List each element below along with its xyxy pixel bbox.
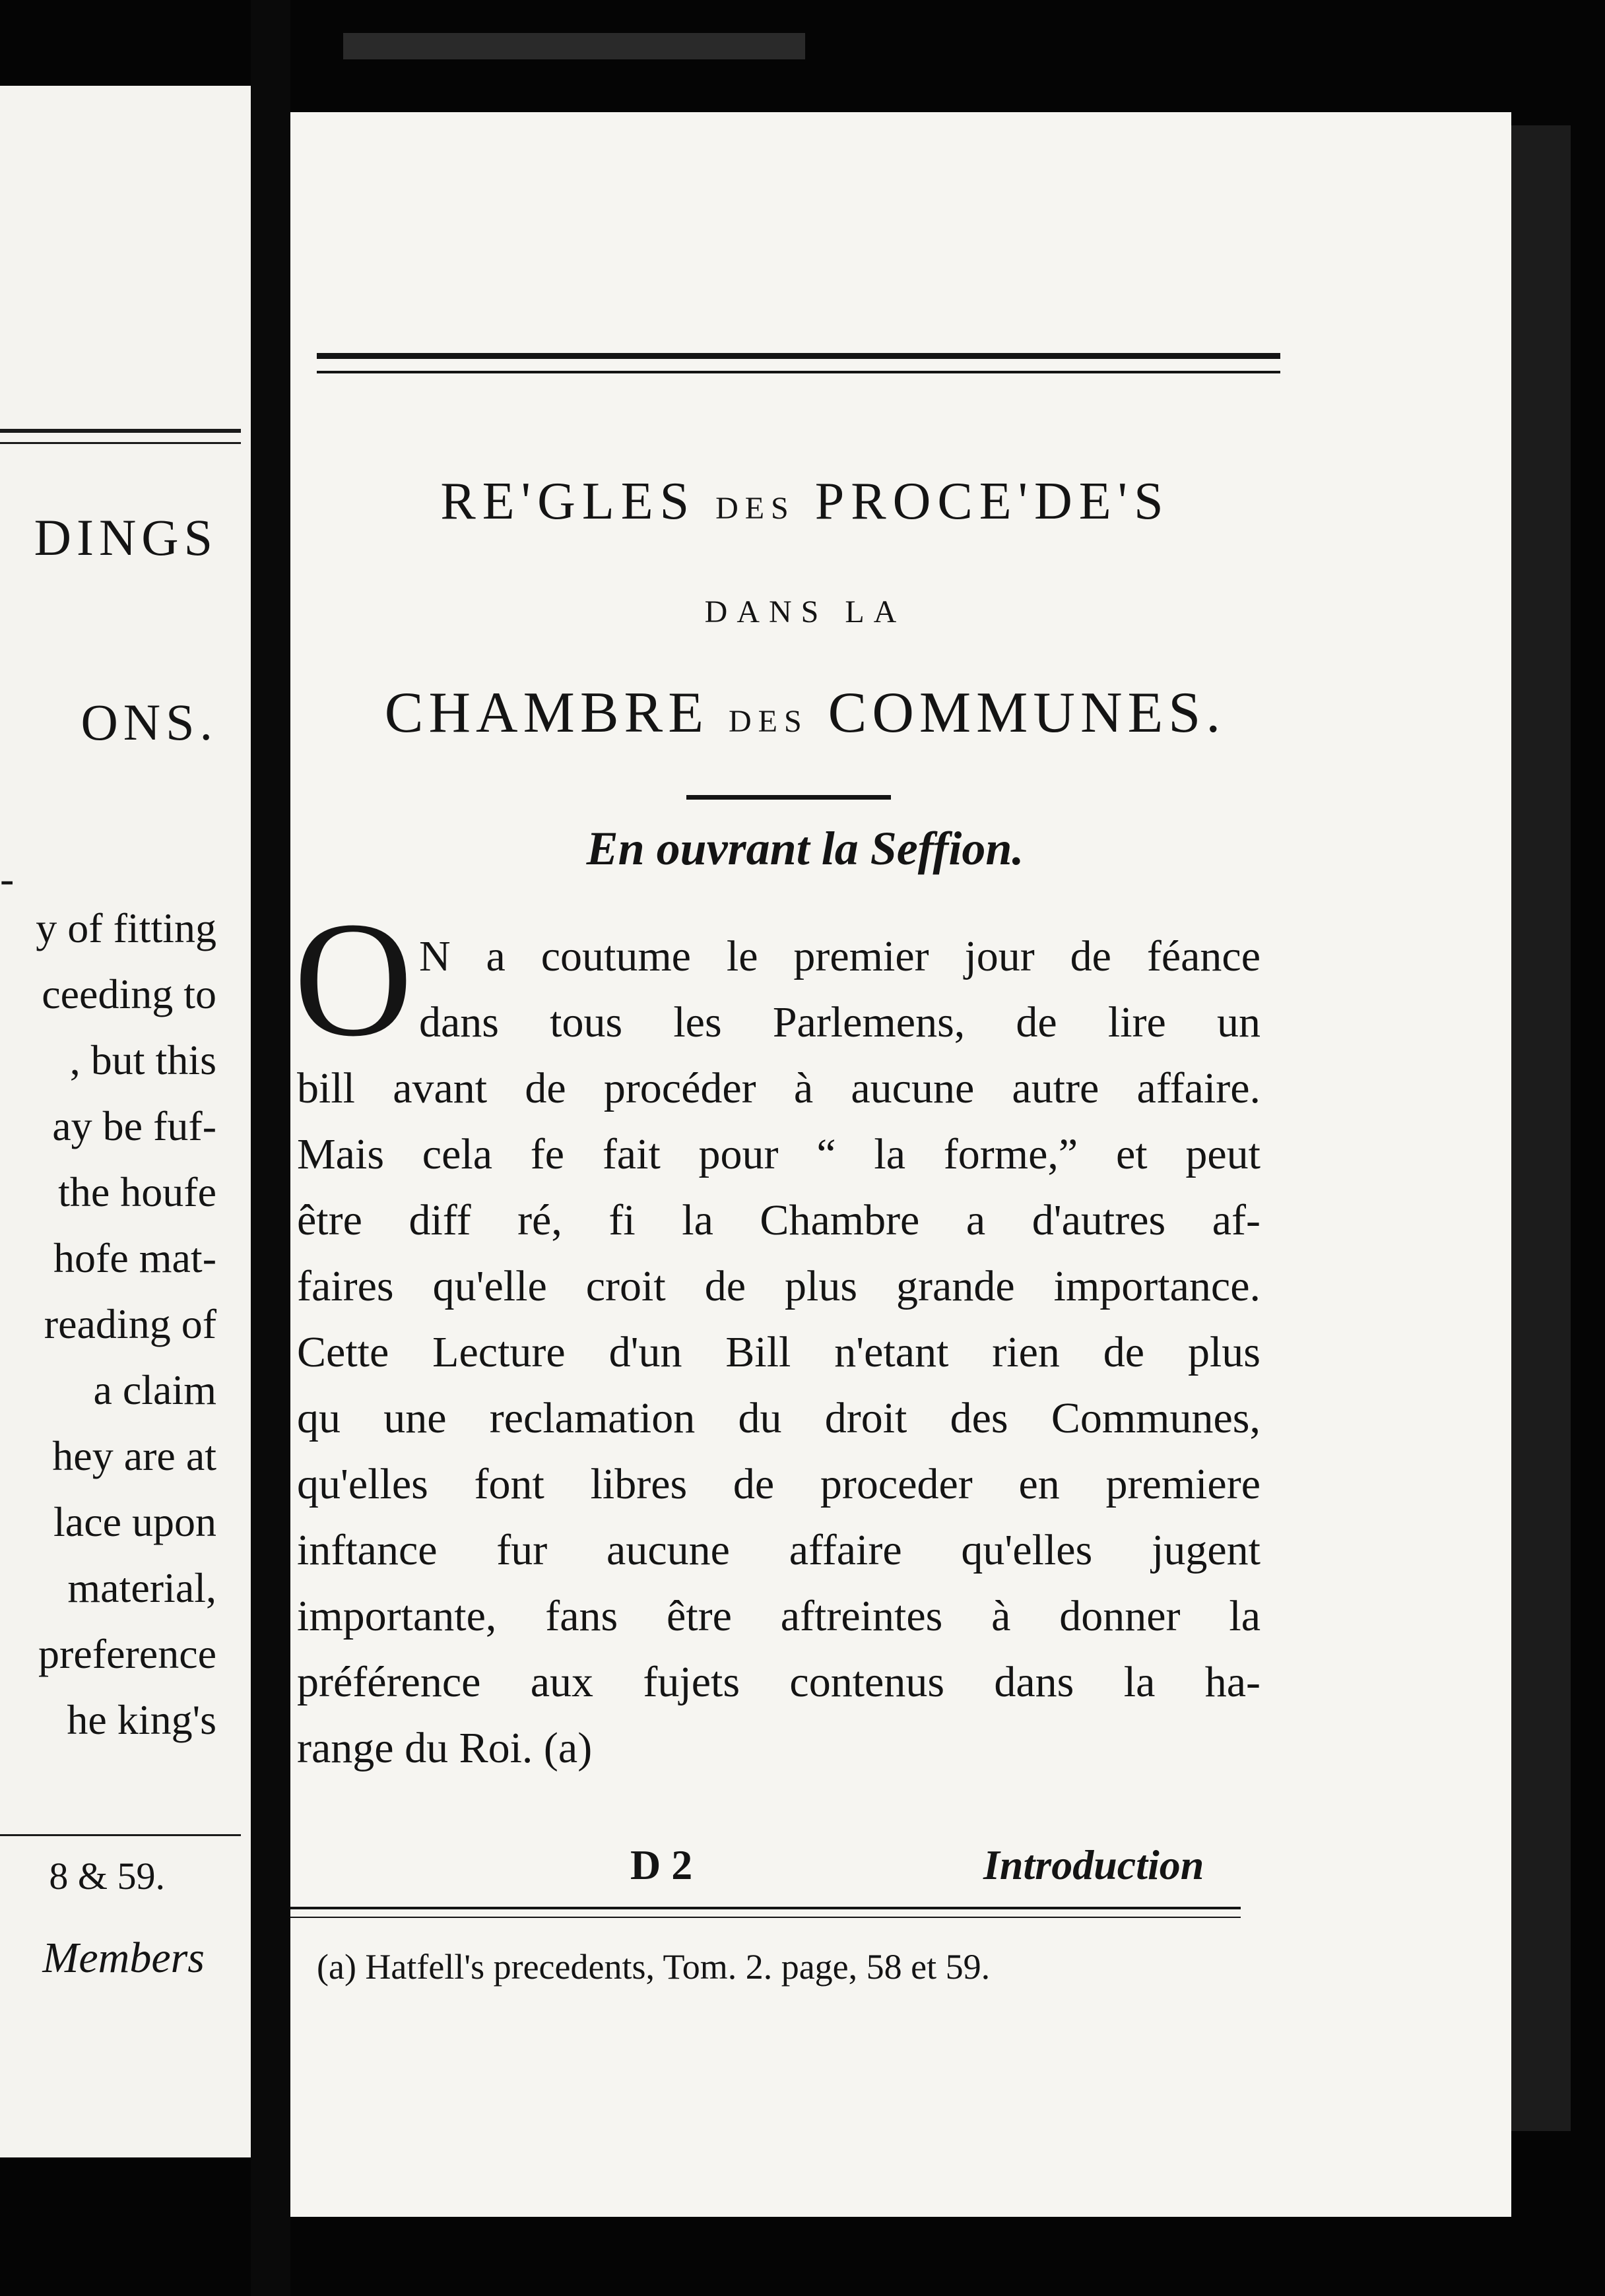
- footnote-rule: [290, 1907, 1241, 1909]
- main-page: [290, 112, 1511, 2217]
- body-line: préférence aux fujets contenus dans la ha-: [297, 1658, 1261, 1706]
- left-facing-page: [0, 86, 251, 2157]
- header-rule-thin: [317, 371, 1280, 373]
- body-line: faires qu'elle croit de plus grande importance.: [297, 1262, 1261, 1310]
- title-word: RE'GLES: [440, 472, 696, 530]
- left-page-catchword: Members: [42, 1934, 205, 1982]
- left-page-text-line: ay be fuf-: [52, 1102, 216, 1149]
- left-page-text-line: a claim: [93, 1366, 216, 1413]
- left-page-text-line: the houfe: [58, 1168, 216, 1215]
- book-gutter: [251, 0, 290, 2296]
- left-page-footnote-rule: [0, 1834, 241, 1836]
- title-word: DES: [715, 491, 795, 526]
- title-line-2: DANS LA: [704, 594, 906, 629]
- body-line: qu'elles font libres de proceder en premiere: [297, 1460, 1261, 1508]
- body-line: Cette Lecture d'un Bill n'etant rien de plus: [297, 1328, 1261, 1376]
- body-line: dans tous les Parlemens, de lire un: [419, 998, 1261, 1046]
- left-page-top-rule-thin: [0, 442, 241, 444]
- left-page-heading-line: ONS.: [81, 693, 218, 751]
- body-line: N a coutume le premier jour de féance: [419, 932, 1261, 980]
- left-page-text-line: hey are at: [52, 1432, 216, 1479]
- left-page-text-line: ceeding to: [42, 971, 216, 1017]
- left-page-text-line: hofe mat-: [53, 1234, 216, 1281]
- body-line: importante, fans être aftreintes à donner la: [297, 1592, 1261, 1640]
- title-line-3: [317, 680, 1294, 746]
- left-page-top-rule: [0, 429, 241, 433]
- body-line: bill avant de procéder à aucune autre affaire.: [297, 1064, 1261, 1112]
- left-page-footnote: 8 & 59.: [49, 1855, 165, 1897]
- left-page-text-line: lace upon: [53, 1498, 216, 1545]
- title-divider-rule: [686, 795, 891, 800]
- left-page-text-line: he king's: [67, 1696, 216, 1743]
- title-word: PROCE'DE'S: [814, 472, 1170, 530]
- body-line: range du Roi. (a): [297, 1724, 593, 1772]
- header-rule-thick: [317, 353, 1280, 359]
- footnote-rule-thin: [290, 1917, 1241, 1918]
- title-word: DES: [728, 704, 808, 739]
- body-line: Mais cela fe fait pour “ la forme,” et peut: [297, 1130, 1261, 1178]
- title-word: CHAMBRE: [384, 681, 709, 745]
- body-line: être diff ré, fi la Chambre a d'autres af-: [297, 1196, 1261, 1244]
- body-line: inftance fur aucune affaire qu'elles jugent: [297, 1526, 1261, 1574]
- left-page-mark: -: [0, 855, 15, 902]
- drop-cap: O: [294, 888, 413, 1071]
- catchword: Introduction: [983, 1841, 1204, 1888]
- title-line-1: [317, 472, 1294, 532]
- footnote: (a) Hatfell's precedents, Tom. 2. page, 58 et 59.: [317, 1947, 991, 1987]
- body-line: qu une reclamation du droit des Communes,: [297, 1394, 1261, 1442]
- left-page-heading-line: DINGS: [34, 509, 218, 566]
- left-page-text-line: preference: [38, 1630, 216, 1677]
- left-page-text-line: material,: [67, 1564, 216, 1611]
- left-page-text-line: reading of: [44, 1300, 216, 1347]
- left-page-text-line: y of fitting: [36, 905, 216, 951]
- signature-mark: D 2: [630, 1841, 693, 1888]
- section-subtitle: En ouvrant la Seffion.: [586, 822, 1024, 875]
- book-top-edge: [343, 33, 805, 59]
- title-word: COMMUNES.: [828, 681, 1226, 745]
- left-page-text-line: , but this: [69, 1036, 216, 1083]
